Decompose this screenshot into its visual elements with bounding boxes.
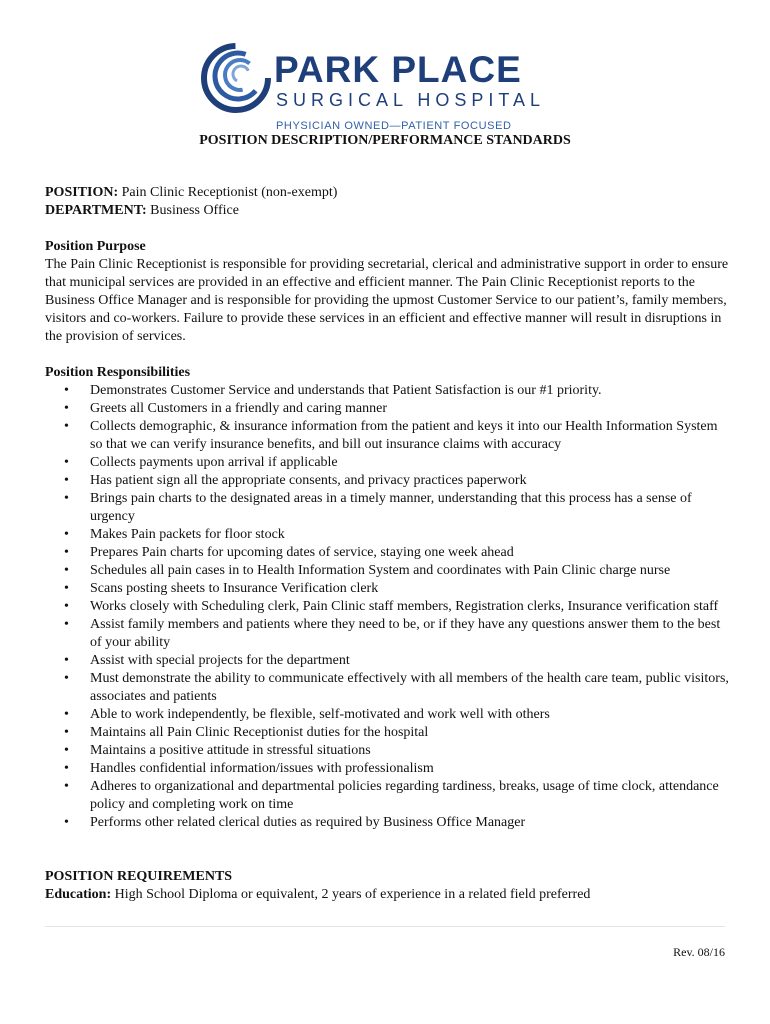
- purpose-text: The Pain Clinic Receptionist is responsible for providing secretarial, clerical and administrative support in order to ensure that municipal services are provided in an effective and efficient manner. The Pain Clinic Receptionist reports to the Business Office Manager and is responsible for providing the upmost Customer Service to our patient’s, family members, visitors and co-workers. Failure to provide these services in an efficient and effective manner will result in disruptions in the provision of services.: [45, 257, 729, 344]
- list-item: • Prepares Pain charts for upcoming dates of service, staying one week ahead: [45, 544, 730, 562]
- list-item: • Assist with special projects for the department: [45, 652, 730, 670]
- list-item: • Maintains a positive attitude in stressful situations: [45, 742, 730, 760]
- list-item: • Able to work independently, be flexible, self-motivated and work well with others: [45, 706, 730, 724]
- responsibilities-heading: Position Responsibilities: [45, 365, 191, 380]
- document-body: [45, 184, 730, 904]
- list-item: • Makes Pain packets for floor stock: [45, 526, 730, 544]
- list-item: • Performs other related clerical duties as required by Business Office Manager: [45, 814, 730, 832]
- list-item: • Maintains all Pain Clinic Receptionist duties for the hospital: [45, 724, 730, 742]
- list-item: • Collects demographic, & insurance information from the patient and keys it into our Health Information System so that we can verify insurance benefits, and bill out insurance claims with accuracy: [45, 418, 730, 454]
- footer-divider: [45, 926, 725, 927]
- education-value: High School Diploma or equivalent, 2 years of experience in a related field preferred: [114, 887, 591, 902]
- document-title: POSITION DESCRIPTION/PERFORMANCE STANDARDS: [199, 133, 571, 148]
- position-line: [45, 184, 730, 202]
- list-item: • Demonstrates Customer Service and understands that Patient Satisfaction is our #1 priority.: [45, 382, 730, 400]
- list-item: • Assist family members and patients where they need to be, or if they have any questions answer them to the best of your ability: [45, 616, 730, 652]
- department-value: Business Office: [150, 203, 239, 218]
- requirements-heading: POSITION REQUIREMENTS: [45, 869, 233, 884]
- list-item: • Must demonstrate the ability to communicate effectively with all members of the health care team, public visitors, associates and patients: [45, 670, 730, 706]
- responsibilities-list: [45, 382, 730, 832]
- hospital-logo: [200, 42, 580, 134]
- position-value: Pain Clinic Receptionist (non-exempt): [121, 185, 338, 200]
- list-item: • Greets all Customers in a friendly and caring manner: [45, 400, 730, 418]
- logo-tagline: PHYSICIAN OWNED—PATIENT FOCUSED: [276, 120, 512, 132]
- purpose-heading: Position Purpose: [45, 239, 146, 254]
- education-line: [45, 886, 730, 904]
- logo-name: PARK PLACE: [274, 49, 522, 90]
- list-item: • Schedules all pain cases in to Health Information System and coordinates with Pain Clinic charge nurse: [45, 562, 730, 580]
- position-label: POSITION:: [45, 185, 119, 200]
- list-item: • Brings pain charts to the designated areas in a timely manner, understanding that this process has a sense of urgency: [45, 490, 730, 526]
- logo-swirl-icon: [200, 42, 272, 114]
- education-label: Education:: [45, 887, 112, 902]
- department-line: [45, 202, 730, 220]
- list-item: • Adheres to organizational and departmental policies regarding tardiness, breaks, usage of time clock, attendance policy and completing work on time: [45, 778, 730, 814]
- revision-note: Rev. 08/16: [673, 945, 725, 959]
- department-label: DEPARTMENT:: [45, 203, 147, 218]
- list-item: • Collects payments upon arrival if applicable: [45, 454, 730, 472]
- list-item: • Scans posting sheets to Insurance Verification clerk: [45, 580, 730, 598]
- list-item: • Works closely with Scheduling clerk, Pain Clinic staff members, Registration clerks, Insurance verification staff: [45, 598, 730, 616]
- list-item: • Handles confidential information/issues with professionalism: [45, 760, 730, 778]
- logo-subtitle: SURGICAL HOSPITAL: [276, 90, 546, 110]
- list-item: • Has patient sign all the appropriate consents, and privacy practices paperwork: [45, 472, 730, 490]
